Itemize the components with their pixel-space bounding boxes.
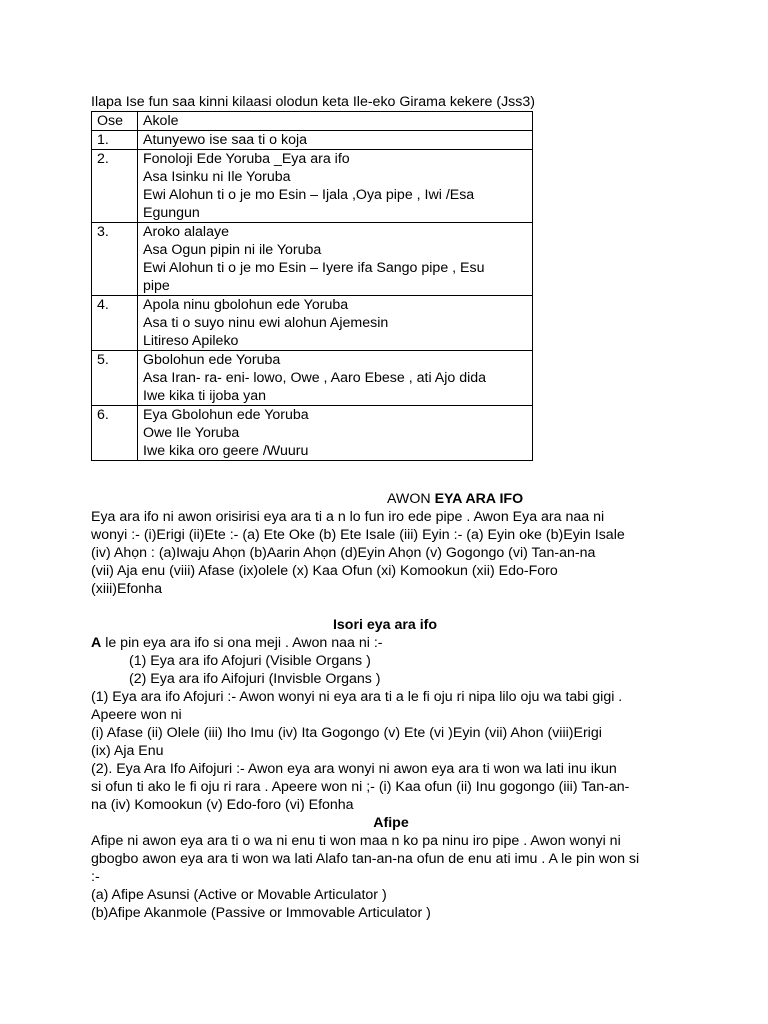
paragraph-line: (i) Afase (ii) Olele (iii) Iho Imu (iv) Ita Gogongo (v) Ete (vi )Eyin (vii) Ahon (viii)Erigi	[91, 725, 602, 741]
scheme-of-work-table	[91, 111, 533, 461]
paragraph-line: wonyi :- (i)Erigi (ii)Ete :- (a) Ete Oke (b) Ete Isale (iii) Eyin :- (a) Eyin oke (b)Eyin Isale	[91, 527, 625, 543]
table-row	[92, 150, 533, 223]
week-number: 1.	[92, 131, 138, 150]
week-topics	[138, 296, 533, 351]
table-header-row	[92, 112, 533, 131]
topic-line: Egungun	[143, 205, 200, 221]
header-topic: Akole	[138, 112, 533, 131]
topic-line: Aroko alalaye	[143, 224, 229, 240]
topic-line: Iwe kika oro geere /Wuuru	[143, 443, 309, 459]
table-row	[92, 406, 533, 461]
paragraph-line: (iv) Ahọn : (a)Iwaju Ahọn (b)Aarin Ahọn (d)Eyin Ahọn (v) Gogongo (vi) Tan-an-na	[91, 545, 596, 561]
paragraph-line: Afipe ni awon eya ara ti o wa ni enu ti won maa n ko pa ninu iro pipe . Awon wonyi ni	[91, 833, 621, 849]
isori-item: (1) Eya ara ifo Afojuri (Visible Organs )	[129, 653, 371, 669]
topic-line: Asa Iran- ra- eni- lowo, Owe , Aaro Ebese , ati Ajo dida	[143, 370, 487, 386]
section-heading-bold: EYA ARA IFO	[434, 491, 524, 507]
topic-line: Gbolohun ede Yoruba	[143, 352, 281, 368]
paragraph-line: (b)Afipe Akanmole (Passive or Immovable Articulator )	[91, 905, 431, 921]
topic-line: Iwe kika ti ijoba yan	[143, 388, 267, 404]
paragraph-line: :-	[91, 869, 100, 885]
section-heading-plain: AWON	[387, 491, 435, 507]
afipe-section	[91, 832, 679, 922]
topic-line: pipe	[143, 278, 170, 294]
week-topics	[138, 131, 533, 150]
week-topics	[138, 406, 533, 461]
topic-line: Fonoloji Ede Yoruba _Eya ara ifo	[143, 151, 350, 167]
paragraph-line: (ix) Aja Enu	[91, 743, 164, 759]
topic-line: Asa ti o suyo ninu ewi alohun Ajemesin	[143, 315, 389, 331]
paragraph-line: si ofun ti ako le fi oju ri rara . Apeere won ni ;- (i) Kaa ofun (ii) Inu gogongo (iii) Tan-an-	[91, 779, 630, 795]
organs-paragraph	[91, 508, 679, 598]
isori-section	[91, 634, 679, 814]
week-topics	[138, 223, 533, 296]
table-row	[92, 131, 533, 150]
topic-line: Eya Gbolohun ede Yoruba	[143, 407, 309, 423]
topic-line: Ewi Alohun ti o je mo Esin – Ijala ,Oya pipe , Iwi /Esa	[143, 187, 475, 203]
week-number: 6.	[92, 406, 138, 461]
paragraph-line: gbogbo awon eya ara ti won wa lati Alafo tan-an-na ofun de enu ati imu . A le pin won si	[91, 851, 640, 867]
table-row	[92, 351, 533, 406]
document-page	[91, 93, 691, 922]
topic-line: Atunyewo ise saa ti o koja	[143, 132, 308, 148]
paragraph-line: (xiii)Efonha	[91, 581, 162, 597]
week-topics	[138, 351, 533, 406]
isori-heading: Isori eya ara ifo	[332, 617, 438, 633]
week-number: 4.	[92, 296, 138, 351]
isori-lead-rest: le pin eya ara ifo si ona meji . Awon naa ni :-	[101, 635, 383, 651]
week-topics	[138, 150, 533, 223]
scheme-intro: Ilapa Ise fun saa kinni kilaasi olodun keta Ile-eko Girama kekere (Jss3)	[91, 94, 535, 110]
topic-line: Owe Ile Yoruba	[143, 425, 240, 441]
week-number: 2.	[92, 150, 138, 223]
topic-line: Litireso Apileko	[143, 333, 239, 349]
isori-item: (2) Eya ara ifo Aifojuri (Invisble Organs )	[129, 671, 381, 687]
paragraph-line: (a) Afipe Asunsi (Active or Movable Articulator )	[91, 887, 387, 903]
paragraph-line: Apeere won ni	[91, 707, 182, 723]
paragraph-line: (2). Eya Ara Ifo Aifojuri :- Awon eya ara wonyi ni awon eya ara ti won wa lati inu ikun	[91, 761, 617, 777]
week-number: 3.	[92, 223, 138, 296]
topic-line: Apola ninu gbolohun ede Yoruba	[143, 297, 349, 313]
table-row	[92, 296, 533, 351]
topic-line: Asa Ogun pipin ni ile Yoruba	[143, 242, 322, 258]
section-heading	[91, 490, 691, 508]
table-row	[92, 223, 533, 296]
header-week: Ose	[92, 112, 138, 131]
afipe-heading: Afipe	[373, 815, 409, 831]
topic-line: Asa Isinku ni Ile Yoruba	[143, 169, 291, 185]
paragraph-line: na (iv) Komookun (v) Edo-foro (vi) Efonha	[91, 797, 354, 813]
paragraph-line: (vii) Aja enu (viii) Afase (ix)olele (x) Kaa Ofun (xi) Komookun (xii) Edo-Foro	[91, 563, 558, 579]
isori-lead	[91, 634, 679, 652]
week-number: 5.	[92, 351, 138, 406]
isori-lead-bold: A	[91, 635, 102, 651]
paragraph-line: Eya ara ifo ni awon orisirisi eya ara ti a n lo fun iro ede pipe . Awon Eya ara naa ni	[91, 509, 605, 525]
topic-line: Ewi Alohun ti o je mo Esin – Iyere ifa Sango pipe , Esu	[143, 260, 485, 276]
paragraph-line: (1) Eya ara ifo Afojuri :- Awon wonyi ni eya ara ti a le fi oju ri nipa lilo oju wa tabi gigi .	[91, 689, 623, 705]
